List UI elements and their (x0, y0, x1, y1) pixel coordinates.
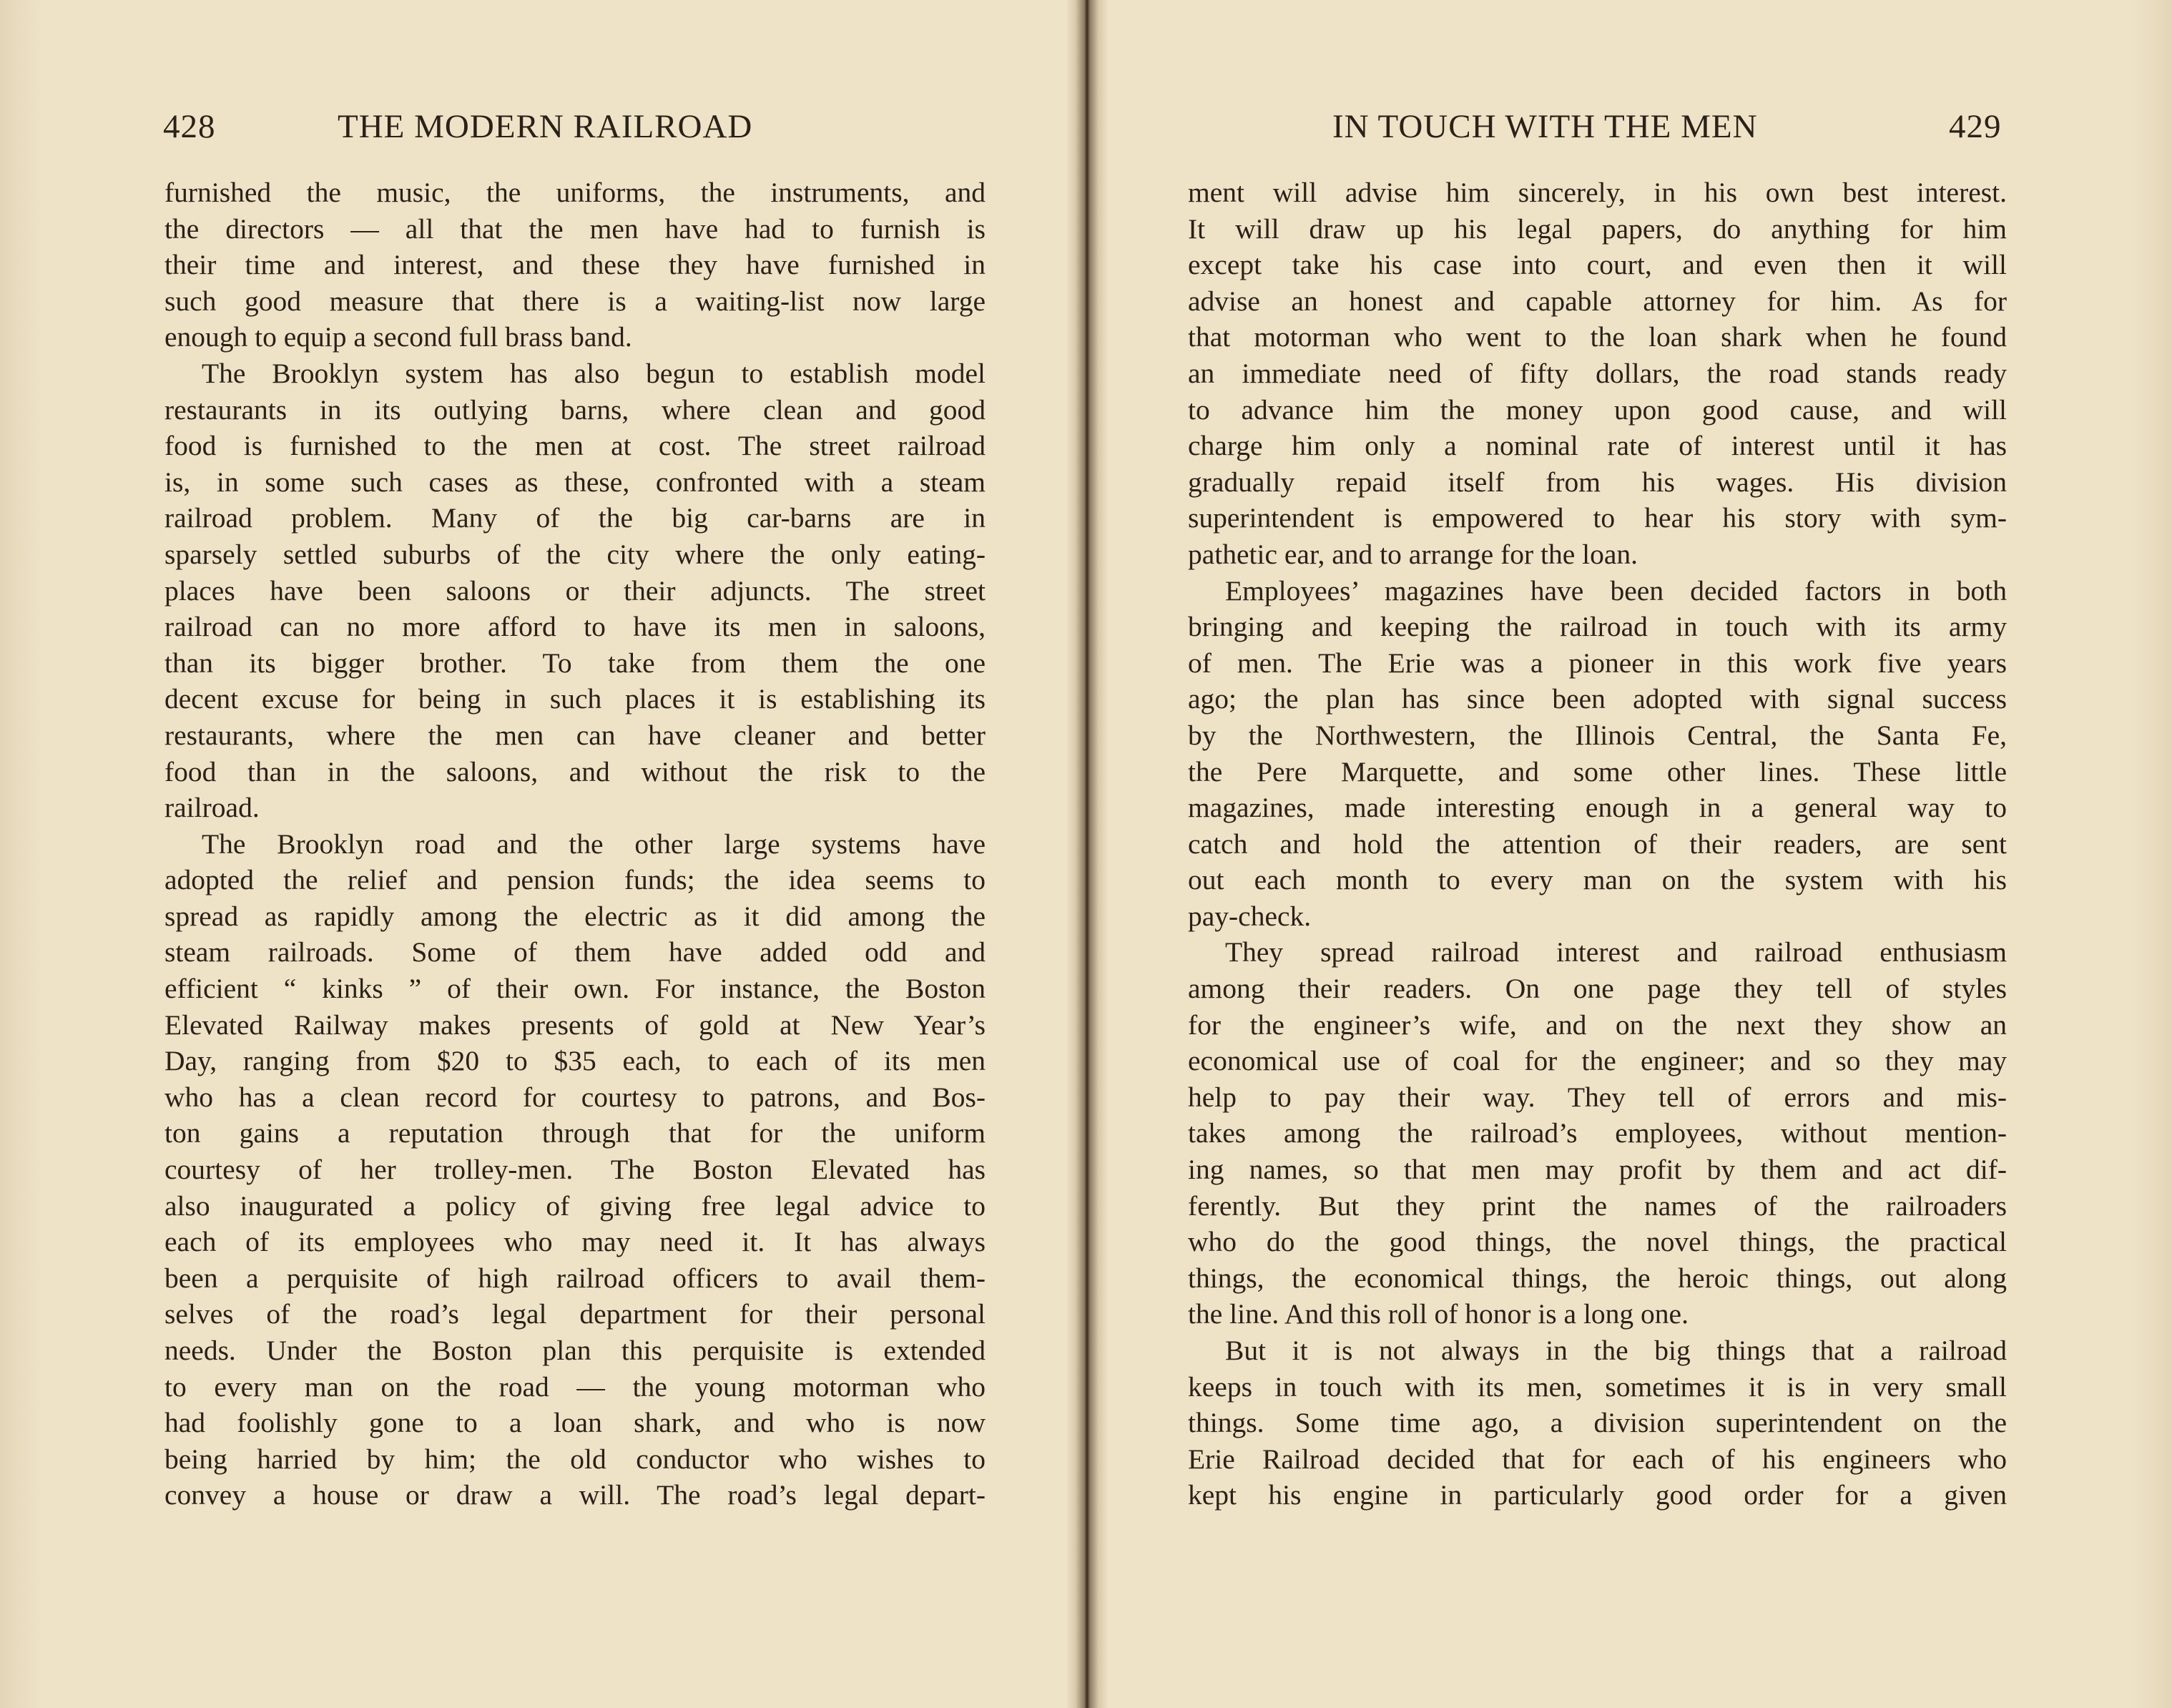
text-line: Elevated Railway makes presents of gold at New Year’s (164, 1008, 986, 1041)
text-line: But it is not always in the big things that a railroad (1225, 1335, 2007, 1366)
text-line: food is furnished to the men at cost. The street railroad (164, 430, 986, 462)
text-line: enough to equip a second full brass band. (164, 321, 632, 353)
text-line: kept his engine in particularly good order for a given (1188, 1479, 2007, 1511)
text-line: things. Some time ago, a division superintendent on the (1188, 1407, 2007, 1439)
text-line: ton gains a reputation through that for the uniform (164, 1117, 986, 1149)
text-line: The Brooklyn road and the other large systems have (202, 828, 986, 860)
text-line: railroad can no more afford to have its men in saloons, (164, 611, 986, 643)
text-line: adopted the relief and pension funds; the idea seems to (164, 864, 986, 896)
text-line: charge him only a nominal rate of interest until it has (1188, 430, 2007, 462)
text-line: such good measure that there is a waiting-list now large (164, 285, 986, 317)
text-line: spread as rapidly among the electric as it did among the (164, 900, 986, 932)
text-line: an immediate need of fifty dollars, the road stands ready (1188, 357, 2007, 389)
text-line: things, the economical things, the heroic things, out along (1188, 1262, 2007, 1294)
text-line: ment will advise him sincerely, in his own best interest. (1188, 177, 2007, 208)
text-line: advise an honest and capable attorney for him. As for (1188, 285, 2007, 317)
text-line: sparsely settled suburbs of the city where the only eating- (164, 538, 986, 570)
text-line: convey a house or draw a will. The road’s legal depart- (164, 1479, 986, 1511)
text-line: catch and hold the attention of their readers, are sent (1188, 828, 2007, 860)
page-body (1188, 175, 2007, 1513)
text-line: selves of the road’s legal department for their personal (164, 1298, 986, 1330)
text-line: than its bigger brother. To take from them the one (164, 647, 986, 679)
text-line: gradually repaid itself from his wages. His division (1188, 466, 2007, 498)
running-head: THE MODERN RAILROAD (338, 108, 753, 145)
text-line: that motorman who went to the loan shark when he found (1188, 321, 2007, 353)
text-line: the line. And this roll of honor is a long one. (1188, 1298, 1689, 1330)
text-line: The Brooklyn system has also begun to establish model (202, 357, 986, 389)
text-line: railroad. (164, 792, 260, 824)
text-line: each of its employees who may need it. It has always (164, 1226, 986, 1258)
text-line: restaurants in its outlying barns, where clean and good (164, 393, 986, 426)
text-line: needs. Under the Boston plan this perquisite is extended (164, 1335, 986, 1366)
text-line: bringing and keeping the railroad in touch with its army (1188, 611, 2007, 643)
page-body (164, 175, 986, 1513)
text-line: They spread railroad interest and railroad enthusiasm (1225, 936, 2007, 968)
text-line: steam railroads. Some of them have added odd and (164, 936, 986, 968)
text-line: keeps in touch with its men, sometimes it is in very small (1188, 1370, 2007, 1403)
text-line: the Pere Marquette, and some other lines. These little (1188, 755, 2007, 787)
text-line: who do the good things, the novel things, the practical (1188, 1226, 2007, 1258)
text-line: been a perquisite of high railroad officers to avail them- (164, 1262, 986, 1294)
text-line: efficient “ kinks ” of their own. For instance, the Boston (164, 973, 986, 1005)
text-line: being harried by him; the old conductor who wishes to (164, 1443, 986, 1475)
text-line: among their readers. On one page they tell of styles (1188, 973, 2007, 1005)
text-line: places have been saloons or their adjuncts. The street (164, 574, 986, 607)
text-line: for the engineer’s wife, and on the next they show an (1188, 1008, 2007, 1041)
text-line: of men. The Erie was a pioneer in this work five years (1188, 647, 2007, 679)
text-line: railroad problem. Many of the big car-barns are in (164, 502, 986, 534)
text-line: the directors — all that the men have had to furnish is (164, 212, 986, 245)
page-number: 429 (1949, 108, 2002, 145)
text-line: pay-check. (1188, 900, 1312, 932)
text-line: pathetic ear, and to arrange for the loan. (1188, 538, 1638, 570)
text-line: superintendent is empowered to hear his story with sym- (1188, 502, 2007, 534)
text-line: help to pay their way. They tell of errors and mis- (1188, 1081, 2007, 1113)
text-line: who has a clean record for courtesy to patrons, and Bos- (164, 1081, 986, 1113)
text-line: Employees’ magazines have been decided factors in both (1225, 574, 2007, 607)
text-line: by the Northwestern, the Illinois Central, the Santa Fe, (1188, 719, 2007, 751)
text-line: Day, ranging from $20 to $35 each, to each of its men (164, 1045, 986, 1077)
text-line: is, in some such cases as these, confronted with a steam (164, 466, 986, 498)
text-line: It will draw up his legal papers, do anything for him (1188, 212, 2007, 245)
text-line: takes among the railroad’s employees, without mention- (1188, 1117, 2007, 1149)
text-line: out each month to every man on the system with his (1188, 864, 2007, 896)
text-line: except take his case into court, and even then it will (1188, 249, 2007, 281)
text-line: courtesy of her trolley-men. The Boston Elevated has (164, 1154, 986, 1186)
text-line: their time and interest, and these they have furnished in (164, 249, 986, 281)
text-line: decent excuse for being in such places it is establishing its (164, 683, 986, 715)
text-line: to advance him the money upon good cause, and will (1188, 393, 2007, 426)
running-head: IN TOUCH WITH THE MEN (1332, 108, 1758, 145)
text-line: had foolishly gone to a loan shark, and who is now (164, 1407, 986, 1439)
text-line: restaurants, where the men can have cleaner and better (164, 719, 986, 751)
text-line: Erie Railroad decided that for each of his engineers who (1188, 1443, 2007, 1475)
text-line: ago; the plan has since been adopted with signal success (1188, 683, 2007, 715)
right-page (1087, 0, 2172, 1708)
text-line: ing names, so that men may profit by them and act dif- (1188, 1154, 2007, 1186)
text-line: economical use of coal for the engineer; and so they may (1188, 1045, 2007, 1077)
text-line: also inaugurated a policy of giving free legal advice to (164, 1189, 986, 1222)
page-number: 428 (163, 108, 216, 145)
text-line: magazines, made interesting enough in a general way to (1188, 792, 2007, 824)
text-line: to every man on the road — the young motorman who (164, 1370, 986, 1403)
text-line: furnished the music, the uniforms, the instruments, and (164, 177, 986, 208)
text-line: ferently. But they print the names of the railroaders (1188, 1189, 2007, 1222)
text-line: food than in the saloons, and without the risk to the (164, 755, 986, 787)
